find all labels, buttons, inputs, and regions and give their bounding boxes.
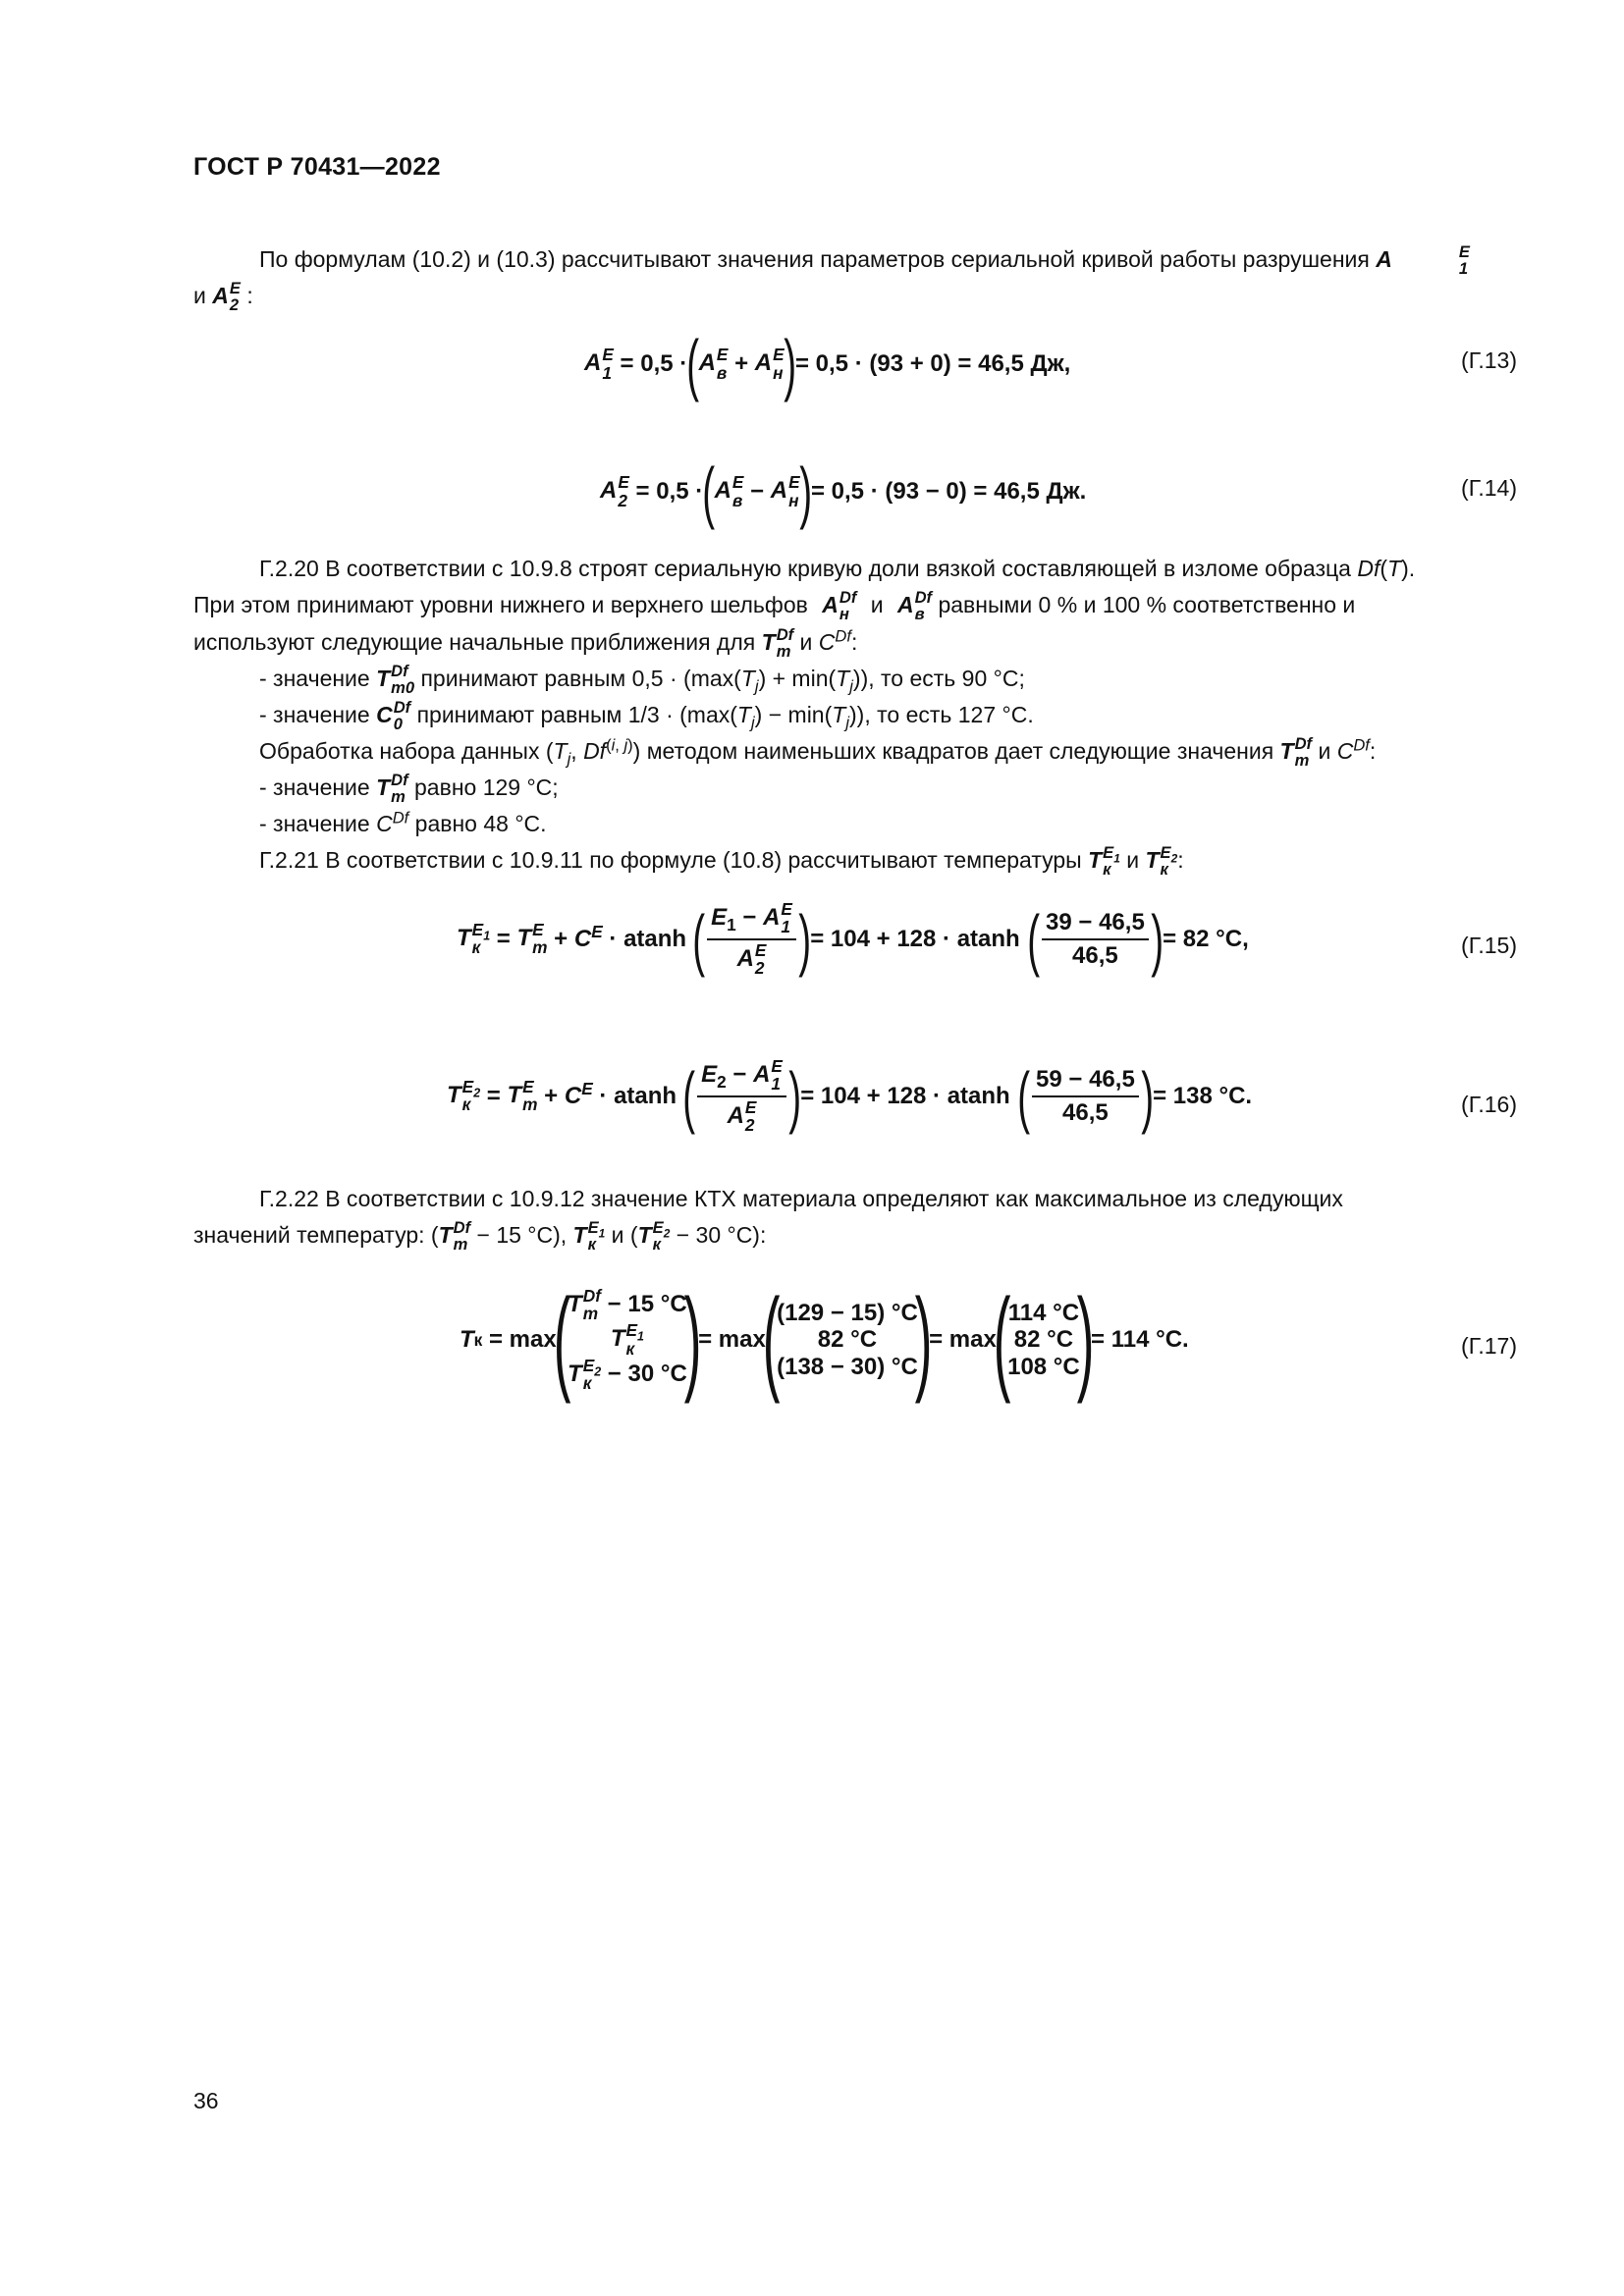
equation-number-g16: (Г.16)	[1461, 1092, 1517, 1117]
page-number: 36	[193, 2088, 219, 2113]
equation-number-g17: (Г.17)	[1461, 1333, 1517, 1359]
paragraph-g2-20-line3: используют следующие начальные приближения для T Df m и $C^{Df}$:	[193, 624, 858, 662]
document-header: ГОСТ Р 70431—2022	[193, 153, 441, 181]
formula-g16: T $E_2$ к = T E m + $C^E$ · atanh ( $E_2 - A$ E 1 A E 2 ) = 104 + 128 · atanh ( $\frac{59 - 46,5}{46,5}$ ) = 138 °C.	[447, 1056, 1253, 1135]
paragraph-g2-20: Г.2.20 В соответствии с 10.9.8 строят сериальную кривую доли вязкой составляющей в изломе образца Df(T).	[259, 556, 1416, 581]
formula-g15: T $E_1$ к = T E m + $C^E$ · atanh ( $E_1 - A$ E 1 A E 2 ) = 104 + 128 · atanh ( $\frac{39 - 46,5}{46,5}$ ) = 82 °C,	[457, 899, 1249, 978]
formula-g13: A E 1 = 0,5 · ( A E в + A E н ) = 0,5 · (93 + 0) = 46,5 Дж,	[584, 326, 1071, 402]
paragraph-intro: По формулам (10.2) и (10.3) рассчитывают значения параметров сериальной кривой работы разрушения A E 1	[259, 241, 1470, 279]
list-item-processing: Обработка набора данных ($T_j$, Df$^{(i, j)}$) методом наименьших квадратов дает следующие значения T Df m и $C^{Df}$:	[259, 733, 1377, 771]
paragraph-g2-22-line2: значений температур: (T Df m − 15 °C), T $E_1$ к и (T $E_2$ к − 30 °C):	[193, 1217, 767, 1255]
list-item-c0: - значение C Df 0 принимают равным $1/3 \cdot (\max(T_j) - \min(T_j))$, то есть 127 °C.	[259, 697, 1034, 734]
formula-g17: T к = max ( T Df m − 15 °C T $E_1$ к T $E_2$ к − 30 °C ) = max ( (129 − 15) °C 82 °C (138 − 30) °C ) = max ( 114 °C 82 °C 108 °C ) = 114 °C.	[460, 1275, 1189, 1405]
paragraph-g2-21: Г.2.21 В соответствии с 10.9.11 по формуле (10.8) рассчитывают температуры T $E_1$ к и T $E_2$ к :	[259, 842, 1184, 880]
equation-number-g14: (Г.14)	[1461, 475, 1517, 501]
paragraph-intro-cont: и A E 2 :	[193, 278, 253, 315]
paragraph-g2-20-line2: При этом принимают уровни нижнего и верхнего шельфов A Df н и A Df в равными 0 % и 100 % соответственно и	[193, 587, 1356, 624]
equation-number-g15: (Г.15)	[1461, 933, 1517, 958]
formula-g14: A E 2 = 0,5 · ( A E в − A E н ) = 0,5 · (93 − 0) = 46,5 Дж.	[600, 454, 1087, 530]
list-item-tm: - значение T Df m равно 129 °C;	[259, 770, 559, 807]
paragraph-g2-22: Г.2.22 В соответствии с 10.9.12 значение КТХ материала определяют как максимальное из следующих	[259, 1186, 1343, 1211]
list-item-cdf: - значение $C^{Df}$ равно 48 °C.	[259, 808, 547, 836]
symbol-A1E: A E 1	[1376, 241, 1470, 279]
list-item-tm0: - значение T Df m0 принимают равным $0,5 \cdot (\max(T_j) + \min(T_j))$, то есть 90 °C;	[259, 661, 1025, 698]
equation-number-g13: (Г.13)	[1461, 347, 1517, 373]
symbol-A2E: A E 2	[212, 278, 241, 315]
